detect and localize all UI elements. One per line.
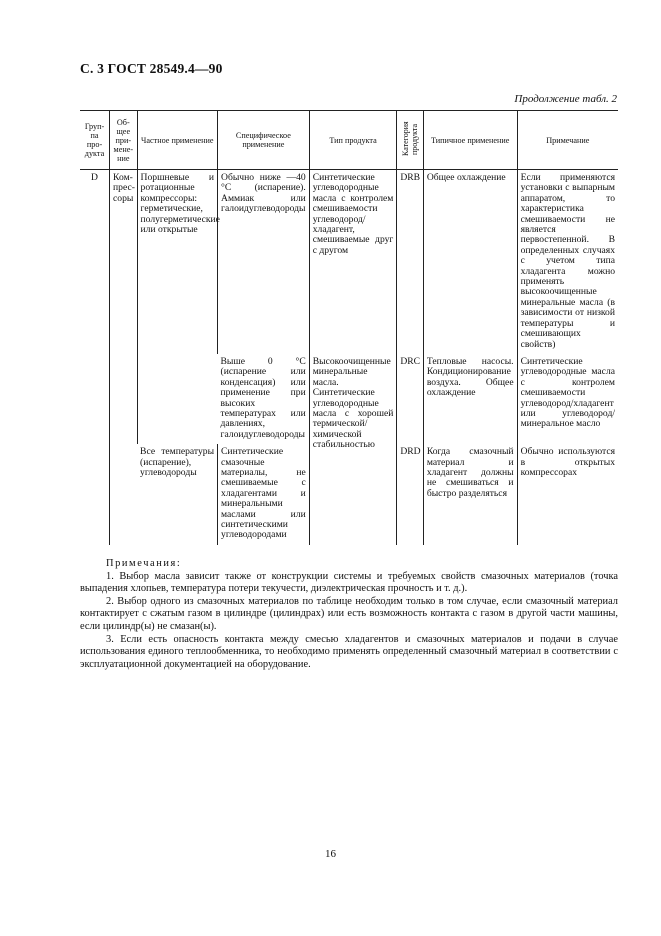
note-item: 3. Если есть опасность контакта между смесью хладагентов и смазочных материалов и подачи в случае использования единого теплообменника, то необходимо применять определенный смазочный материал в соответствии с эксплуатационной документацией на оборудование. xyxy=(80,633,618,670)
cell-particular-2: Все температуры (испарение), углеводороды xyxy=(140,446,215,478)
col-header-type: Тип продукта xyxy=(309,111,397,170)
col-header-note: Примечание xyxy=(517,111,618,170)
table-row xyxy=(80,170,618,354)
cell-note: Если применяются установки с выпарным аппаратом, то характеристика смешиваемости не является первостепенной. В определенных случаях с учетом типа хладагента можно применять высокоочищенные минеральные масла (в зависимости от низкой температуры и смешивающих свойств) xyxy=(517,170,618,354)
col-header-typical: Типичное применение xyxy=(423,111,517,170)
cell-group: D xyxy=(91,172,98,183)
cell-typical: Тепловые насосы. Кондиционирование воздуха. Общее охлаждение xyxy=(423,354,517,444)
col-header-category xyxy=(397,111,423,170)
note-item: 2. Выбор одного из смазочных материалов по таблице необходим только в том случае, если смазочный материал контактирует с сжатым газом в цилиндре (цилиндрах) или есть возможность контакта с газом в другой части машины, если цилиндр(ы) не смазан(ы). xyxy=(80,595,618,632)
cell-type: Синтетические углеводородные масла с контролем смешиваемости углеводород/хладагент, смешиваемые друг с другом xyxy=(309,170,397,354)
cell-typical: Общее охлаждение xyxy=(423,170,517,354)
cell-specific: Обычно ниже —40 °С (испарение). Аммиак или галоидуглеводороды xyxy=(218,170,310,354)
cell-note: Синтетические углеводородные масла с контролем смешиваемости углеводород/хладагент или углеводород/минеральное масло xyxy=(517,354,618,444)
table-header-row xyxy=(80,111,618,170)
cell-note: Обычно используются в открытых компрессорах xyxy=(517,444,618,545)
cell-category: DRD xyxy=(397,444,423,545)
cell-typical: Когда смазочный материал и хладагент должны не смешиваться и быстро разделяться xyxy=(423,444,517,545)
cell-category: DRC xyxy=(397,354,423,444)
cell-category: DRB xyxy=(397,170,423,354)
col-header-particular: Частное применение xyxy=(137,111,217,170)
note-item: 1. Выбор масла зависит также от конструкции системы и требуемых свойств смазочных материалов (точка выпадения хлопьев, температура потери текучести, диэлектрическая прочность и т. д.). xyxy=(80,570,618,595)
col-header-category-text: Категория продукта xyxy=(401,121,420,157)
page-header: С. 3 ГОСТ 28549.4—90 xyxy=(80,61,223,76)
cell-type: Высокоочищенные минеральные масла. Синтетические углеводородные масла с хорошей термической/химической стабильностью xyxy=(309,354,397,545)
notes-title: Примечания: xyxy=(106,558,182,569)
lubricant-table xyxy=(80,110,618,545)
page-number: 16 xyxy=(325,848,336,860)
cell-particular-1: Поршневые и ротационные компрессоры: герметические, полугерметические или открытые xyxy=(137,170,217,445)
cell-specific: Синтетические смазочные материалы, не смешиваемые с хладагентами и минеральными маслами или синтетическими углеводородами xyxy=(218,444,310,545)
cell-general: Ком-прес-соры xyxy=(110,170,138,545)
cell-specific: Выше 0 °С (испарение или конденсация) или применение при высоких температурах или давлениях, галоидуглеводороды xyxy=(220,355,306,440)
col-header-group: Груп-па про-дукта xyxy=(80,111,110,170)
col-header-specific: Специфическое применение xyxy=(218,111,310,170)
col-header-general: Об-щее при-мене-ние xyxy=(110,111,138,170)
table-continuation-label: Продолжение табл. 2 xyxy=(514,93,617,105)
notes-section xyxy=(80,558,618,671)
